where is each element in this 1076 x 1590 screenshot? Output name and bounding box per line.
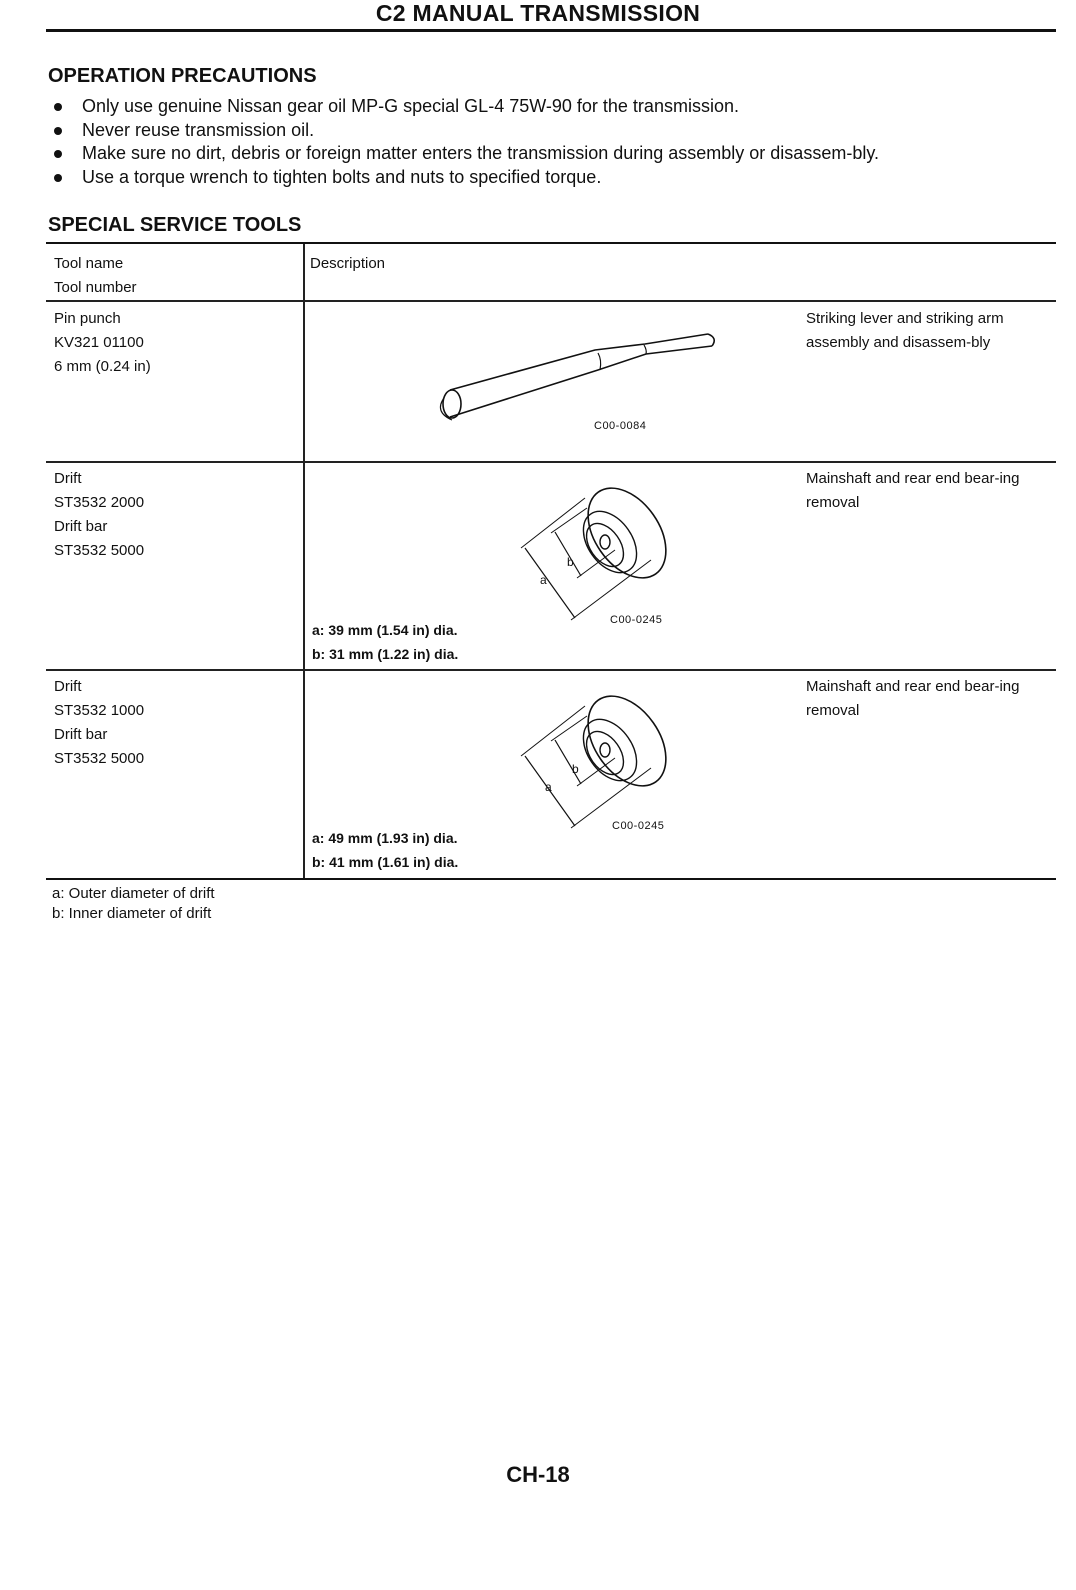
dimension-a: a: 39 mm (1.54 in) dia. bbox=[312, 622, 458, 638]
page-number: CH-18 bbox=[506, 1462, 570, 1487]
tool-description: Striking lever and striking arm assembly and disassem-bly bbox=[806, 310, 1004, 351]
table-column-divider bbox=[303, 244, 305, 878]
drift-illustration bbox=[515, 686, 685, 826]
pin-punch-illustration bbox=[430, 320, 730, 430]
dimension-a: a: 49 mm (1.93 in) dia. bbox=[312, 830, 458, 846]
tool-number: ST3532 5000 bbox=[54, 542, 145, 559]
operation-precautions-heading: OPERATION PRECAUTIONS bbox=[48, 65, 317, 87]
list-item: Never reuse transmission oil. bbox=[48, 119, 1058, 143]
column-header-tool-name: Tool name bbox=[54, 255, 124, 272]
tool-description: Mainshaft and rear end bear-ing removal bbox=[806, 678, 1020, 719]
tool-name: Pin punch bbox=[54, 310, 121, 327]
figure-code: C00-0245 bbox=[612, 820, 665, 832]
footnote: a: Outer diameter of drift bbox=[52, 885, 215, 902]
dimension-b: b: 41 mm (1.61 in) dia. bbox=[312, 854, 459, 870]
tool-number: ST3532 1000 bbox=[54, 702, 145, 719]
drift-illustration bbox=[515, 478, 685, 618]
column-header-tool-number: Tool number bbox=[54, 279, 137, 296]
table-top-rule bbox=[46, 242, 1056, 244]
header-rule bbox=[46, 29, 1056, 32]
label-a: a bbox=[540, 573, 547, 587]
list-item: Make sure no dirt, debris or foreign matter enters the transmission during assembly or disassem-bly. bbox=[48, 142, 1058, 166]
footnote: b: Inner diameter of drift bbox=[52, 905, 212, 922]
footnotes bbox=[52, 884, 215, 924]
tool-number: KV321 01100 bbox=[54, 334, 144, 351]
figure-code: C00-0245 bbox=[610, 614, 663, 626]
tool-name: Drift bar bbox=[54, 518, 108, 535]
tool-name: Drift bar bbox=[54, 726, 108, 743]
table-bottom-rule bbox=[46, 878, 1056, 880]
list-item: Only use genuine Nissan gear oil MP-G special GL-4 75W-90 for the transmission. bbox=[48, 95, 1058, 119]
row-separator bbox=[46, 461, 1056, 463]
tool-name: Drift bbox=[54, 678, 82, 695]
figure-code: C00-0084 bbox=[594, 420, 647, 432]
label-a: a bbox=[545, 780, 552, 794]
tool-description: Mainshaft and rear end bear-ing removal bbox=[806, 470, 1020, 511]
dimension-b: b: 31 mm (1.22 in) dia. bbox=[312, 646, 459, 662]
tool-number: ST3532 2000 bbox=[54, 494, 145, 511]
row-separator bbox=[46, 300, 1056, 302]
list-item: Use a torque wrench to tighten bolts and nuts to specified torque. bbox=[48, 166, 1058, 190]
tool-number: ST3532 5000 bbox=[54, 750, 145, 767]
label-b: b bbox=[567, 555, 574, 569]
special-service-tools-heading: SPECIAL SERVICE TOOLS bbox=[48, 214, 302, 236]
row-separator bbox=[46, 669, 1056, 671]
precautions-list bbox=[48, 95, 1058, 189]
label-b: b bbox=[572, 762, 579, 776]
tool-size: 6 mm (0.24 in) bbox=[54, 358, 151, 375]
tool-name: Drift bbox=[54, 470, 82, 487]
column-header-description: Description bbox=[310, 255, 386, 272]
page-title: C2 MANUAL TRANSMISSION bbox=[375, 0, 701, 26]
